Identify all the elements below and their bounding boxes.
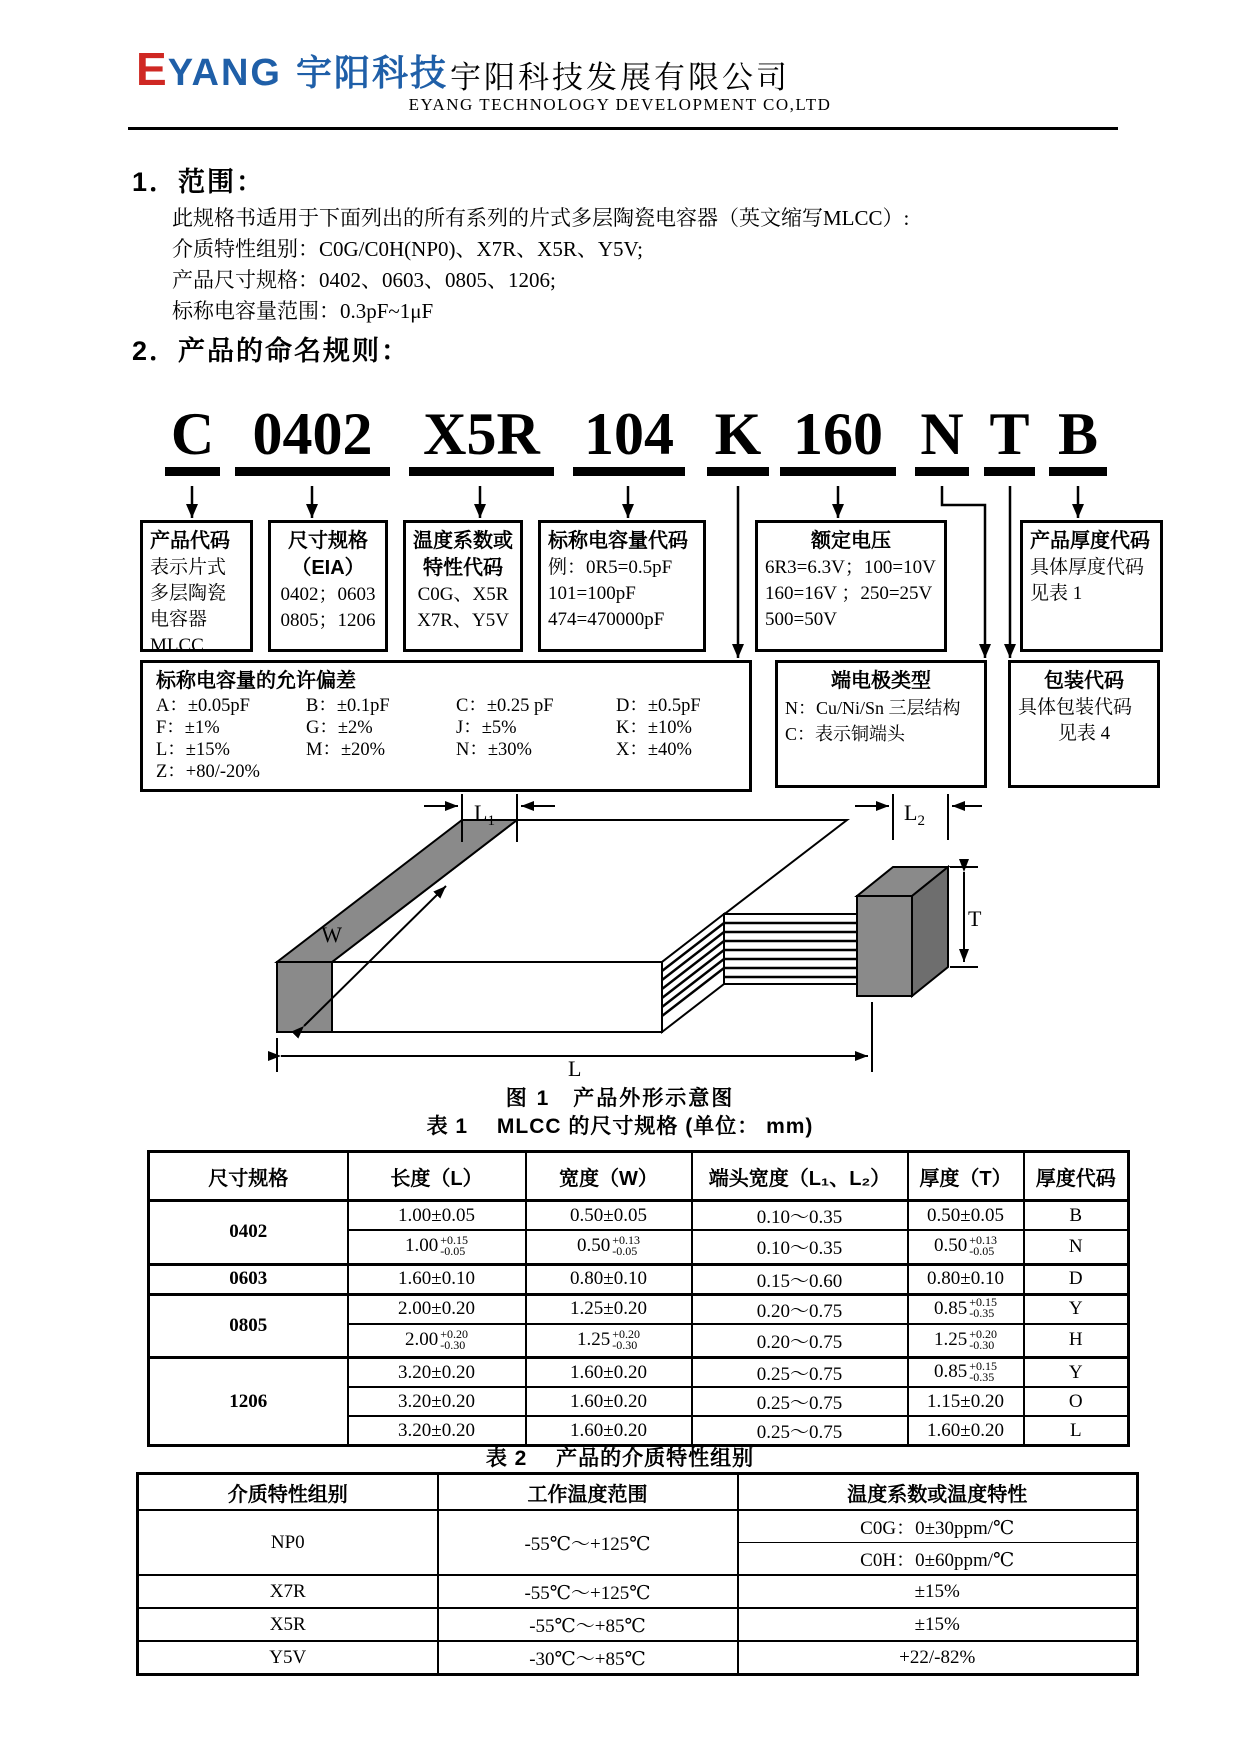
- table-cell: 1.15±0.20: [908, 1387, 1024, 1416]
- box-size-spec-line1: 0402；0603: [280, 584, 376, 605]
- box-size-spec: [268, 520, 388, 652]
- table-row: [149, 1358, 1129, 1388]
- table-cell: 1.60±0.20: [526, 1358, 692, 1388]
- size-cell: 0805: [149, 1294, 348, 1358]
- box-thickness-title: 产品厚度代码: [1030, 530, 1150, 552]
- table2-caption: 表 2 产品的介质特性组别: [485, 1447, 755, 1470]
- size-cell: 0603: [149, 1264, 348, 1294]
- company-name-cn: 宇阳科技发展有限公司: [450, 60, 790, 95]
- table1-header: 端头宽度（L₁、L₂）: [692, 1152, 908, 1201]
- logo-cn-text: 宇阳科技: [296, 52, 449, 93]
- dielectric-group-cell: X5R: [138, 1608, 438, 1641]
- table-cell: 1.60±0.20: [908, 1416, 1024, 1446]
- tolerance-cell: B：±0.1pF: [306, 696, 390, 716]
- box-product-code: [140, 520, 253, 656]
- box-temp-title-1: 温度系数或: [413, 530, 513, 552]
- table1-header: 尺寸规格: [149, 1152, 348, 1201]
- part-number-segment-thickness: T: [984, 374, 1035, 476]
- temp-range-cell: -55℃～+125℃: [438, 1575, 738, 1608]
- temp-coeff-cell: ±15%: [738, 1575, 1138, 1608]
- table-cell: 0.80±0.10: [526, 1264, 692, 1294]
- tolerance-cell: X：±40%: [616, 740, 692, 760]
- table-cell: D: [1024, 1264, 1129, 1294]
- box-temp-title-2: 特性代码: [423, 557, 503, 579]
- temp-range-cell: -30℃～+85℃: [438, 1641, 738, 1675]
- table1-caption: 表 1 MLCC 的尺寸规格 (单位： mm): [426, 1115, 814, 1138]
- box-rated-voltage: [755, 520, 947, 652]
- table-row: [138, 1608, 1138, 1641]
- tolerance-cell: Z：+80/-20%: [156, 762, 260, 782]
- box-size-spec-subtitle: （EIA）: [291, 557, 365, 579]
- part-number-segment-dielectric: X5R: [409, 374, 554, 476]
- table-row: [149, 1294, 1129, 1324]
- table-cell: 0.85 +0.15 -0.35: [908, 1358, 1024, 1388]
- box-termination-line1: N：Cu/Ni/Sn 三层结构: [785, 698, 961, 718]
- table-row: [138, 1510, 1138, 1543]
- scope-line-2: 介质特性组别：C0G/C0H(NP0)、X7R、X5R、Y5V;: [172, 237, 643, 261]
- size-cell: 1206: [149, 1358, 348, 1446]
- table-cell: 0.25～0.75: [692, 1416, 908, 1446]
- box-termination-line2: C：表示铜端头: [785, 724, 906, 744]
- tolerance-cell: L：±15%: [156, 740, 230, 760]
- table-cell: 1.60±0.20: [526, 1387, 692, 1416]
- box-thickness-code: [1020, 520, 1163, 652]
- tolerance-cell: F：±1%: [156, 718, 220, 738]
- table-cell: 3.20±0.20: [348, 1416, 526, 1446]
- table2-header: 介质特性组别: [138, 1474, 438, 1511]
- size-cell: 0402: [149, 1201, 348, 1265]
- table-cell: 0.20～0.75: [692, 1324, 908, 1358]
- temp-coeff-cell: ±15%: [738, 1608, 1138, 1641]
- header-divider: [128, 127, 1118, 130]
- figure1-caption: 图 1 产品外形示意图: [505, 1087, 735, 1110]
- table-cell: 0.50 +0.13 -0.05: [526, 1230, 692, 1264]
- tolerance-cell: K：±10%: [616, 718, 692, 738]
- section1-heading: 1．范围：: [132, 167, 266, 197]
- part-number-segment-size: 0402: [235, 374, 390, 476]
- box-packaging-line1: 具体包装代码: [1018, 697, 1133, 718]
- table1-header-row: [149, 1152, 1129, 1201]
- table1-header: 厚度（T）: [908, 1152, 1024, 1201]
- table-row: [149, 1201, 1129, 1231]
- part-number-segment-packaging: B: [1049, 374, 1107, 476]
- tolerance-cell: D：±0.5pF: [616, 696, 701, 716]
- box-temp-line2: X7R、Y5V: [417, 610, 509, 631]
- table1-header: 宽度（W）: [526, 1152, 692, 1201]
- tolerance-cell: J：±5%: [456, 718, 517, 738]
- section1-body: [172, 203, 909, 327]
- box-packaging-code: [1008, 660, 1160, 788]
- dimension-table: [147, 1150, 1130, 1447]
- table2-header: 温度系数或温度特性: [738, 1474, 1138, 1511]
- box-tolerance-title: 标称电容量的允许偏差: [156, 670, 356, 692]
- table-cell: 1.00 +0.15 -0.05: [348, 1230, 526, 1264]
- table-row: [138, 1575, 1138, 1608]
- temp-range-cell: -55℃～+85℃: [438, 1608, 738, 1641]
- part-number-segment-termination: N: [915, 374, 969, 476]
- table-cell: 0.80±0.10: [908, 1264, 1024, 1294]
- table-cell: 0.10～0.35: [692, 1230, 908, 1264]
- box-capacitance-line1: 例：0R5=0.5pF: [548, 557, 673, 578]
- table-cell: Y: [1024, 1294, 1129, 1324]
- box-size-spec-line2: 0805；1206: [280, 610, 376, 631]
- table-cell: 1.60±0.20: [526, 1416, 692, 1446]
- part-number-segment-tolerance: K: [707, 374, 769, 476]
- tolerance-cell: G：±2%: [306, 718, 373, 738]
- company-name-en: EYANG TECHNOLOGY DEVELOPMENT CO,LTD: [408, 95, 832, 114]
- table2-header: 工作温度范围: [438, 1474, 738, 1511]
- table-cell: 1.25 +0.20 -0.30: [908, 1324, 1024, 1358]
- box-product-code-body: 表示片式多层陶瓷电容器 MLCC: [150, 557, 227, 656]
- dielectric-table: [136, 1472, 1139, 1676]
- section2-heading: 2．产品的命名规则：: [132, 336, 411, 366]
- table-cell: 0.25～0.75: [692, 1387, 908, 1416]
- table1-header: 长度（L）: [348, 1152, 526, 1201]
- table-cell: 0.50 +0.13 -0.05: [908, 1230, 1024, 1264]
- table-cell: 3.20±0.20: [348, 1387, 526, 1416]
- box-termination-title: 端电极类型: [831, 670, 931, 692]
- table-row: [138, 1641, 1138, 1675]
- box-voltage-line3: 500=50V: [765, 609, 837, 630]
- part-number-segment-product: C: [165, 374, 220, 476]
- temp-coeff-cell: C0G：0±30ppm/℃: [738, 1510, 1138, 1543]
- table-cell: H: [1024, 1324, 1129, 1358]
- table-cell: 1.00±0.05: [348, 1201, 526, 1231]
- table1-header: 厚度代码: [1024, 1152, 1129, 1201]
- table-cell: Y: [1024, 1358, 1129, 1388]
- box-packaging-line2: 见表 4: [1057, 723, 1111, 744]
- box-capacitance-code: [538, 520, 706, 652]
- table2-header-row: [138, 1474, 1138, 1511]
- box-termination-type: [775, 660, 987, 788]
- table-cell: 1.25 +0.20 -0.30: [526, 1324, 692, 1358]
- box-product-code-title: 产品代码: [150, 530, 230, 552]
- temp-coeff-cell: +22/-82%: [738, 1641, 1138, 1675]
- box-packaging-title: 包装代码: [1044, 670, 1124, 692]
- table-cell: 0.20～0.75: [692, 1294, 908, 1324]
- tolerance-cell: M：±20%: [306, 740, 386, 760]
- temp-coeff-cell: C0H：0±60ppm/℃: [738, 1543, 1138, 1576]
- table-cell: O: [1024, 1387, 1129, 1416]
- scope-line-1: 此规格书适用于下面列出的所有系列的片式多层陶瓷电容器（英文缩写MLCC）:: [172, 206, 910, 230]
- box-thickness-body: 具体厚度代码见表 1: [1030, 557, 1145, 604]
- table-cell: B: [1024, 1201, 1129, 1231]
- box-capacitance-tolerance: [140, 660, 752, 792]
- scope-line-3: 产品尺寸规格：0402、0603、0805、1206;: [172, 268, 556, 292]
- box-temp-characteristic: [403, 520, 523, 652]
- dim-label-l1: $L_1$: [474, 800, 495, 829]
- table-cell: 1.60±0.10: [348, 1264, 526, 1294]
- table-row: [149, 1264, 1129, 1294]
- tolerance-cell: C：±0.25 pF: [456, 696, 554, 716]
- box-capacitance-title: 标称电容量代码: [548, 530, 688, 552]
- table-cell: 2.00±0.20: [348, 1294, 526, 1324]
- table-cell: 1.25±0.20: [526, 1294, 692, 1324]
- table-cell: 2.00 +0.20 -0.30: [348, 1324, 526, 1358]
- part-number-segment-capacitance: 104: [573, 374, 685, 476]
- table-cell: 0.10～0.35: [692, 1201, 908, 1231]
- temp-range-cell: -55℃～+125℃: [438, 1510, 738, 1575]
- dim-label-w: W: [321, 922, 342, 947]
- dielectric-group-cell: X7R: [138, 1575, 438, 1608]
- tolerance-cell: N：±30%: [456, 740, 532, 760]
- box-temp-line1: C0G、X5R: [417, 584, 509, 605]
- box-voltage-title: 额定电压: [811, 530, 891, 552]
- logo-letter-e: E: [136, 43, 168, 95]
- dielectric-group-cell: NP0: [138, 1510, 438, 1575]
- mlcc-outline-drawing: [262, 790, 982, 1078]
- table-cell: N: [1024, 1230, 1129, 1264]
- dim-label-l: L: [568, 1056, 582, 1078]
- box-voltage-line1: 6R3=6.3V；100=10V: [765, 557, 936, 578]
- table-cell: 0.15～0.60: [692, 1264, 908, 1294]
- table-cell: L: [1024, 1416, 1129, 1446]
- box-voltage-line2: 160=16V ；250=25V: [765, 583, 933, 604]
- box-capacitance-line3: 474=470000pF: [548, 609, 665, 630]
- table-cell: 0.25～0.75: [692, 1358, 908, 1388]
- table-cell: 0.85 +0.15 -0.35: [908, 1294, 1024, 1324]
- table-cell: 3.20±0.20: [348, 1358, 526, 1388]
- logo-yang: YANG: [167, 52, 282, 94]
- part-number-segment-voltage: 160: [780, 374, 896, 476]
- dim-label-t: T: [968, 906, 982, 931]
- scope-line-4: 标称电容量范围：0.3pF~1μF: [172, 299, 434, 323]
- table-cell: 0.50±0.05: [526, 1201, 692, 1231]
- table-cell: 0.50±0.05: [908, 1201, 1024, 1231]
- dim-label-l2: $L_2$: [904, 800, 925, 829]
- box-capacitance-line2: 101=100pF: [548, 583, 636, 604]
- dielectric-group-cell: Y5V: [138, 1641, 438, 1675]
- box-size-spec-title: 尺寸规格: [288, 530, 368, 552]
- tolerance-cell: A：±0.05pF: [156, 696, 250, 716]
